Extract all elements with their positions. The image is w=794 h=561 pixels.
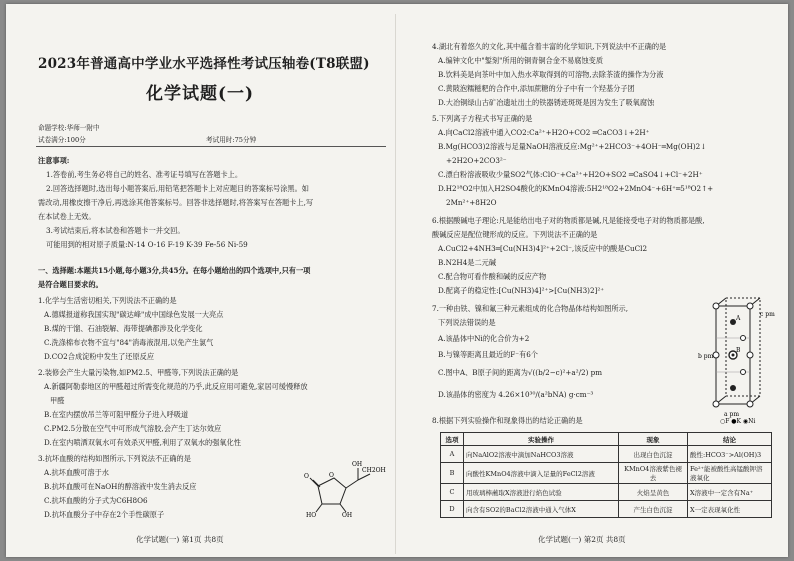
- table-row: [441, 463, 772, 484]
- question-5: 5.下列离子方程式书写正确的是: [432, 114, 533, 123]
- notice-title: 注意事项:: [38, 156, 70, 165]
- hydroxyl-label: OH: [342, 512, 353, 518]
- exam-title: 2023年普通高中学业水平选择性考试压轴卷(T8联盟): [38, 56, 370, 72]
- table-cell: B: [441, 463, 464, 484]
- atomic-mass-line: 可能用到的相对原子质量:N-14 O-16 F-19 K-39 Fe-56 Ni-59: [46, 240, 248, 249]
- question-3: 3.抗坏血酸的结构如图所示,下列说法不正确的是: [38, 454, 191, 463]
- section-header: 是符合题目要求的。: [38, 280, 103, 289]
- experiment-table: [440, 432, 772, 518]
- option: D.该晶体的密度为 4.26×10³⁰/(a²bNA) g·cm⁻³: [438, 390, 594, 399]
- page-footer: 化学试题(一) 第1页 共8页: [136, 535, 224, 544]
- option: C.配合物可看作酸和碱的反应产物: [438, 272, 547, 281]
- table-header: 选项: [441, 433, 464, 446]
- time-line: 考试用时:75分钟: [206, 136, 257, 144]
- option: B.饮料美是向茶叶中加入热水萃取得到的可溶物,去除茶渣的操作为分液: [438, 70, 664, 79]
- table-cell: 用玻璃棒蘸取X溶液进行焰色试验: [464, 484, 619, 501]
- school-line: 命题学校:华师一附中: [38, 124, 100, 132]
- table-cell: 向含有SO2的BaCl2溶液中通入气体X: [464, 501, 619, 518]
- option: A.编钟文化中"錾刻"所用的铜青铜合金不易腐蚀变质: [438, 56, 604, 65]
- table-cell: 向NaAlO2溶液中滴加NaHCO3溶液: [464, 446, 619, 463]
- table-cell: A: [441, 446, 464, 463]
- hydroxyl-label: HO: [306, 512, 317, 518]
- page-footer: 化学试题(一) 第2页 共8页: [538, 535, 626, 544]
- table-header: 实验操作: [464, 433, 619, 446]
- question-6-cont: 酸碱反应是配位键形成的反应。下列说法不正确的是: [432, 230, 598, 239]
- page-1: [6, 4, 394, 557]
- header-divider: [36, 146, 386, 147]
- option: B.Mg(HCO3)2溶液与足量NaOH溶液反应:Mg²⁺+2HCO3⁻+4OH⁻═Mg(OH)2↓: [438, 142, 707, 151]
- option: A.抗坏血酸可溶于水: [44, 468, 109, 477]
- question-2: 2.装修会产生大量污染物,如PM2.5、甲醛等,下列说法正确的是: [38, 368, 239, 377]
- oxygen-label: O: [329, 472, 334, 479]
- option: C.漂白粉溶液吸收少量SO2气体:ClO⁻+Ca²⁺+H2O+SO2 ═CaSO4↓+Cl⁻+2H⁺: [438, 170, 703, 179]
- notice-line: 3.考试结束后,将本试卷和答题卡一并交回。: [46, 226, 185, 235]
- notice-line: 2.回答选择题时,选出每小题答案后,用铅笔把答题卡上对应题目的答案标号涂黑。如: [46, 184, 309, 193]
- option: C.黄陂泡糯糍粑的合作中,添加蔗糖的分子中有一个羟基分子团: [438, 84, 635, 93]
- option: C.PM2.5分散在空气中可形成气溶胶,会产生丁达尔效应: [44, 424, 222, 433]
- question-8: 8.根据下列实验操作和现象得出的结论正确的是: [432, 416, 583, 425]
- table-cell: 产生白色沉淀: [619, 501, 688, 518]
- notice-line: 1.答卷前,考生务必将自己的姓名、准考证号填写在答题卡上。: [46, 170, 243, 179]
- ch2oh-label: CH2OH: [362, 467, 386, 474]
- option: B.与镍等距离且最近的F⁻有6个: [438, 350, 538, 359]
- option: A.CuCl2+4NH3═[Cu(NH3)4]²⁺+2Cl⁻,该反应中的酸是CuCl2: [438, 244, 648, 253]
- option: B.N2H4是二元碱: [438, 258, 497, 267]
- notice-line: 需改动,用橡皮擦干净后,再选涂其他答案标号。回答非选择题时,将答案写在答题卡上,写: [38, 198, 314, 207]
- page-divider: [395, 14, 396, 554]
- table-row: [441, 484, 772, 501]
- option: B.在室内摆放吊兰等可阻甲醛分子进入呼吸道: [44, 410, 189, 419]
- table-header: 结论: [688, 433, 772, 446]
- table-cell: 出现白色沉淀: [619, 446, 688, 463]
- crystal-a-label: a pm: [724, 411, 740, 418]
- table-cell: KMnO4溶液紫色褪去: [619, 463, 688, 484]
- question-4: 4.湖北有着悠久的文化,其中蕴含着丰富的化学知识,下列说法中不正确的是: [432, 42, 667, 51]
- option: D.在室内喷洒双氧水可有效杀灭甲醛,利用了双氧水的强氧化性: [44, 438, 241, 447]
- table-cell: D: [441, 501, 464, 518]
- crystal-legend: ○F ●K ◉Ni: [720, 418, 756, 424]
- crystal-structure-figure: [698, 294, 782, 424]
- table-cell: C: [441, 484, 464, 501]
- option: D.配离子的稳定性:[Cu(NH3)4]²⁺>[Cu(NH3)2]²⁺: [438, 286, 604, 295]
- table-row: [441, 501, 772, 518]
- option: C.抗坏血酸的分子式为C6H8O6: [44, 496, 148, 505]
- atom-a-label: A: [736, 315, 741, 322]
- question-6: 6.根据酸碱电子理论:凡是能给出电子对的物质都是碱,凡是能接受电子对的物质都是酸,: [432, 216, 705, 225]
- question-1: 1.化学与生活密切相关,下列说法不正确的是: [38, 296, 177, 305]
- option: B.抗坏血酸可在NaOH的醇溶液中发生消去反应: [44, 482, 197, 491]
- crystal-b-label: b pm: [698, 353, 714, 360]
- crystal-c-label: c pm: [760, 311, 775, 318]
- atom-b-label: B: [736, 347, 741, 354]
- score-line: 试卷满分:100分: [38, 136, 86, 144]
- notice-line: 在本试卷上无效。: [38, 212, 96, 221]
- table-cell: 酸性:HCO3⁻>Al(OH)3: [688, 446, 772, 463]
- exam-sheet: [6, 4, 788, 557]
- option: 2Mn²⁺+8H2O: [446, 198, 497, 207]
- table-cell: X溶液中一定含有Na⁺: [688, 484, 772, 501]
- table-header-row: [441, 433, 772, 446]
- option: A.新疆阿勒泰地区的甲醛超过所需变化规范的乃乎,此反应用可避免,家居可缓慢释放: [44, 382, 308, 391]
- option: B.煤的干馏、石油裂解、海带提碘都涉及化学变化: [44, 324, 203, 333]
- table-row: [441, 446, 772, 463]
- section-header: 一、选择题:本题共15小题,每小题3分,共45分。在每小题给出的四个选项中,只有一项: [38, 266, 311, 275]
- table-header: 现象: [619, 433, 688, 446]
- table-cell: X一定表现氧化性: [688, 501, 772, 518]
- table-cell: 火焰呈黄色: [619, 484, 688, 501]
- option: A.向CaCl2溶液中通入CO2:Ca²⁺+H2O+CO2 ═CaCO3↓+2H⁺: [438, 128, 650, 137]
- table-cell: 向酸性KMnO4溶液中滴入足量的FeCl2溶液: [464, 463, 619, 484]
- ascorbic-acid-structure: [296, 456, 386, 518]
- option: C.洗涤棉布衣物不宜与"84"消毒液混用,以免产生氯气: [44, 338, 214, 347]
- option: A.该晶体中Ni的化合价为+2: [438, 334, 530, 343]
- option: D.抗坏血酸分子中存在2个手性碳原子: [44, 510, 165, 519]
- table-cell: Fe²⁺能被酸性高锰酸钾溶液氧化: [688, 463, 772, 484]
- option: A.德媒报道称我国实现"碳达峰"成中国绿色发展一大亮点: [44, 310, 224, 319]
- question-7: 7.一种由铁、镍和氟三种元素组成的化合物晶体结构如图所示,: [432, 304, 629, 313]
- option: +2H2O+2CO3²⁻: [446, 156, 507, 165]
- option: C.图中A、B原子间的距离为√((b/2−c)²+a²/2) pm: [438, 368, 603, 377]
- question-7-cont: 下列说法错误的是: [438, 318, 496, 327]
- subject-title: 化学试题(一): [146, 84, 255, 104]
- hydroxyl-label: OH: [352, 461, 363, 468]
- option: D.H2¹⁸O2中加入H2SO4酸化的KMnO4溶液:5H2¹⁸O2+2MnO4⁻+6H⁺═5¹⁸O2↑+: [438, 184, 714, 193]
- option: D.大冶铜绿山古矿冶遗址出土的铁器锈迹斑斑是因为发生了吸氧腐蚀: [438, 98, 655, 107]
- oxygen-label: O: [304, 473, 309, 480]
- page-2: [398, 4, 786, 557]
- option: D.CO2合成淀粉中发生了还原反应: [44, 352, 155, 361]
- option: 甲醛: [50, 396, 65, 405]
